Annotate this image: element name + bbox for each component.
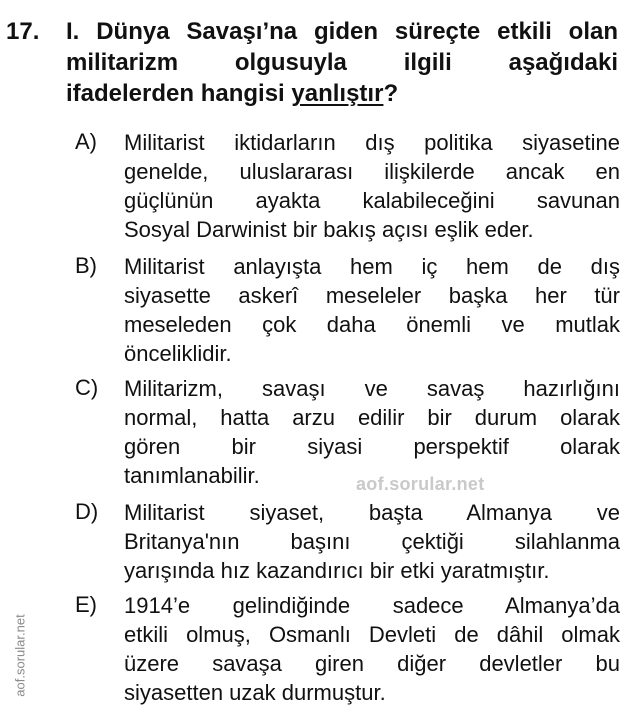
option-d-line: Britanya'nın başını çektiği silahlanma: [124, 529, 620, 554]
option-a-line: genelde, uluslararası ilişkilerde ancak en: [124, 159, 620, 184]
option-a-label: A): [75, 129, 97, 154]
stem-end: ?: [383, 80, 399, 107]
stem-line-3-text: ifadelerden hangisi: [66, 80, 292, 107]
option-d-text: [124, 498, 620, 585]
option-e-line: siyasetten uzak durmuştur.: [124, 680, 386, 705]
option-e-label: E): [75, 592, 97, 617]
option-c-label: C): [75, 375, 99, 400]
center-watermark: aof.sorular.net: [356, 474, 485, 494]
option-a-line: Militarist iktidarların dış politika siyasetine: [124, 130, 620, 155]
question-number: 17.: [6, 18, 40, 45]
option-e-line: 1914’e gelindiğinde sadece Almanya’da: [124, 593, 620, 618]
option-e-line: etkili olmuş, Osmanlı Devleti de dâhil olmak: [124, 622, 620, 647]
option-b-line: önceliklidir.: [124, 341, 232, 366]
option-d-line: Militarist siyaset, başta Almanya ve: [124, 500, 620, 525]
stem-emphasis: yanlıştır: [291, 80, 384, 107]
option-e-line: üzere savaşa giren diğer devletler bu: [124, 651, 620, 676]
option-a-text: [124, 128, 620, 244]
option-b-line: meseleden çok daha önemli ve mutlak: [124, 312, 620, 337]
option-c-line: Militarizm, savaşı ve savaş hazırlığını: [124, 376, 620, 401]
option-b-line: Militarist anlayışta hem iç hem de dış: [124, 254, 620, 279]
option-c-line: normal, hatta arzu edilir bir durum olarak: [124, 405, 620, 430]
option-d-label: D): [75, 499, 99, 524]
stem-line-1: I. Dünya Savaşı’na giden süreçte etkili olan: [66, 18, 618, 45]
option-c-line: tanımlanabilir.: [124, 463, 260, 488]
option-e-text: [124, 591, 620, 707]
option-c-line: gören bir siyasi perspektif olarak: [124, 434, 620, 459]
stem-line-3: [66, 78, 618, 109]
option-b-line: siyasette askerî meseleler başka her tür: [124, 283, 620, 308]
side-watermark: aof.sorular.net: [12, 614, 28, 697]
question-stem: [66, 16, 618, 109]
stem-line-2: militarizm olgusuyla ilgili aşağıdaki: [66, 49, 618, 76]
option-b-text: [124, 252, 620, 368]
option-b-label: B): [75, 253, 97, 278]
option-d-line: yarışında hız kazandırıcı bir etki yaratmıştır.: [124, 558, 550, 583]
option-a-line: güçlünün ayakta kalabileceğini savunan: [124, 188, 620, 213]
option-a-line: Sosyal Darwinist bir bakış açısı eşlik eder.: [124, 217, 534, 242]
option-c-text: [124, 374, 620, 490]
